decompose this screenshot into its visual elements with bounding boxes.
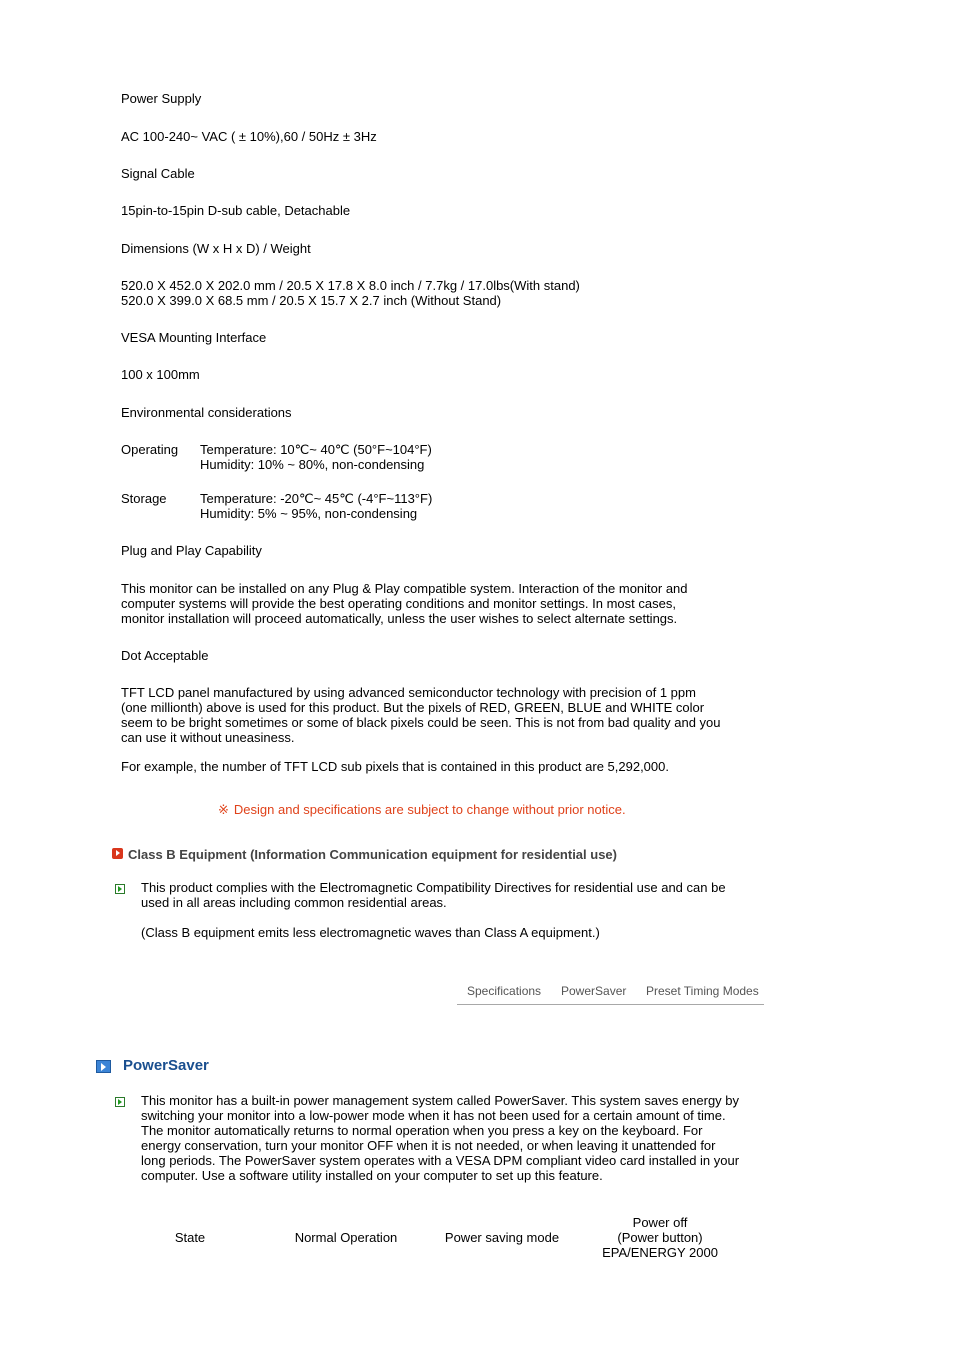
power-supply-value: AC 100-240~ VAC ( ± 10%),60 / 50Hz ± 3Hz — [121, 129, 377, 144]
powersaver-title: PowerSaver — [123, 1057, 209, 1074]
power-supply-label: Power Supply — [121, 91, 202, 106]
storage-humidity: Humidity: 5% ~ 95%, non-condensing — [200, 506, 418, 521]
vesa-value: 100 x 100mm — [121, 367, 200, 382]
signal-cable-value: 15pin-to-15pin D-sub cable, Detachable — [121, 203, 351, 218]
table-header-state: State — [174, 1230, 206, 1245]
operating-temperature: Temperature: 10℃~ 40℃ (50°F~104°F) — [200, 442, 432, 457]
tab-powersaver[interactable]: PowerSaver — [561, 984, 627, 998]
vesa-label: VESA Mounting Interface — [121, 330, 267, 345]
operating-humidity: Humidity: 10% ~ 80%, non-condensing — [200, 457, 425, 472]
class-b-bullet-icon — [115, 884, 125, 894]
operating-label: Operating — [121, 442, 179, 457]
table-header-power-off — [590, 1215, 730, 1260]
power-off-line3: EPA/ENERGY 2000 — [602, 1245, 718, 1260]
class-b-note: (Class B equipment emits less electromagnetic waves than Class A equipment.) — [141, 925, 600, 940]
dot-acceptable-text: TFT LCD panel manufactured by using advanced semiconductor technology with precision of 1 ppm (one millionth) above is used for this product. But the pixels of RED, GREEN, BLUE and WHITE color seem to be bright sometimes or some of black pixels could be seen. This is not from bad quality and you can use it without uneasiness. — [121, 685, 721, 745]
table-header-normal: Normal Operation — [294, 1230, 398, 1245]
power-off-line2: (Power button) — [617, 1230, 703, 1245]
notice-text: Design and specifications are subject to change without prior notice. — [233, 802, 626, 817]
tab-preset-timing-modes[interactable]: Preset Timing Modes — [646, 984, 759, 998]
notice-mark-icon: ※ — [218, 802, 229, 817]
storage-label: Storage — [121, 491, 167, 506]
class-b-title: Class B Equipment (Information Communication equipment for residential use) — [128, 847, 617, 862]
powersaver-arrow-icon — [96, 1060, 111, 1073]
class-b-arrow-icon — [112, 848, 123, 859]
section-tabs — [457, 982, 764, 1005]
signal-cable-label: Signal Cable — [121, 166, 195, 181]
dimensions-label: Dimensions (W x H x D) / Weight — [121, 241, 311, 256]
storage-temperature: Temperature: -20℃~ 45℃ (-4°F~113°F) — [200, 491, 433, 506]
dimensions-line-with-stand: 520.0 X 452.0 X 202.0 mm / 20.5 X 17.8 X 8.0 inch / 7.7kg / 17.0lbs(With stand) — [121, 278, 580, 293]
power-off-line1: Power off — [632, 1215, 688, 1230]
class-b-text: This product complies with the Electromagnetic Compatibility Directives for residential use and can be used in all areas including common residential areas. — [141, 880, 726, 910]
dot-acceptable-example: For example, the number of TFT LCD sub pixels that is contained in this product are 5,292,000. — [121, 759, 669, 774]
plug-and-play-label: Plug and Play Capability — [121, 543, 262, 558]
table-header-saving: Power saving mode — [444, 1230, 560, 1245]
powersaver-text: This monitor has a built-in power management system called PowerSaver. This system saves energy by switching your monitor into a low-power mode when it has not been used for a certain amount of time. The monitor automatically returns to normal operation when you press a key on the keyboard. For energy conservation, turn your monitor OFF when it is not needed, or when leaving it unattended for long periods. The PowerSaver system operates with a VESA DPM compliant video card installed in your computer. Use a software utility installed on your computer to set up this feature. — [141, 1093, 740, 1183]
dimensions-line-without-stand: 520.0 X 399.0 X 68.5 mm / 20.5 X 15.7 X 2.7 inch (Without Stand) — [121, 293, 502, 308]
spec-change-notice — [218, 802, 626, 817]
environment-label: Environmental considerations — [121, 405, 292, 420]
tab-specifications[interactable]: Specifications — [467, 984, 542, 998]
powersaver-bullet-icon — [115, 1097, 125, 1107]
plug-and-play-text: This monitor can be installed on any Plug & Play compatible system. Interaction of the monitor and computer systems will provide the best operating conditions and monitor settings. In most cases, monitor installation will proceed automatically, unless the user wishes to select alternate settings. — [121, 581, 688, 626]
dot-acceptable-label: Dot Acceptable — [121, 648, 209, 663]
